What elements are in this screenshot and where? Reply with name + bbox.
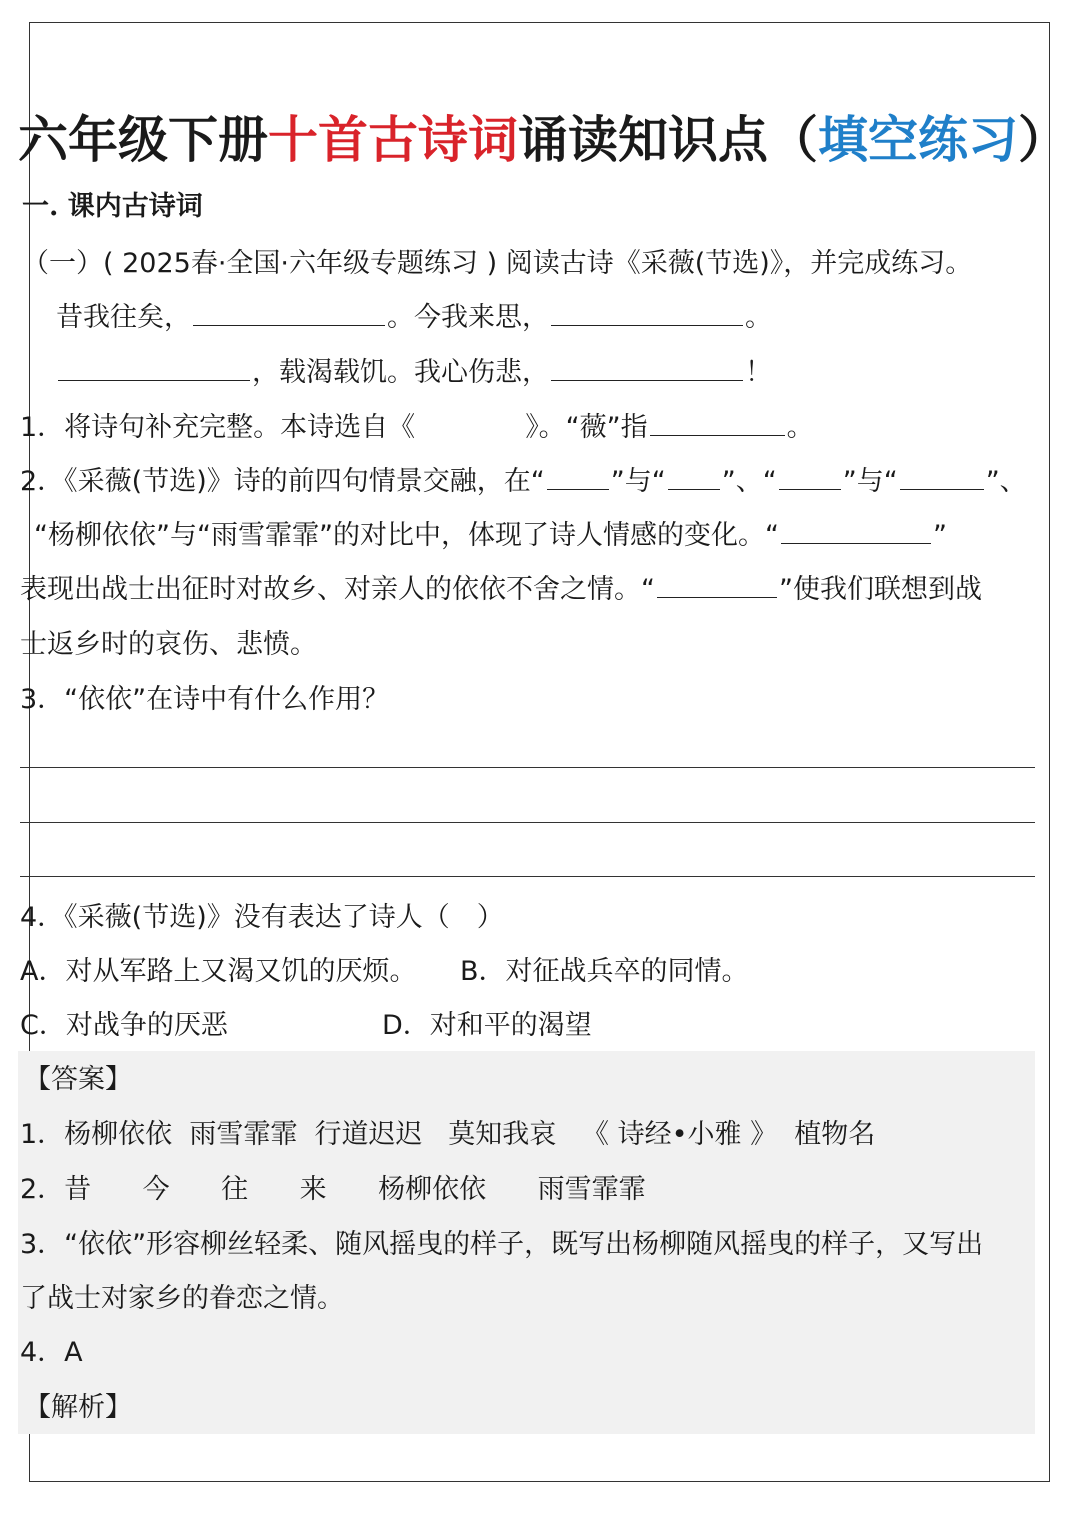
blank-q2-1[interactable] — [547, 465, 609, 490]
question-4: 4．《采薇(节选)》没有表达了诗人（ ） — [20, 902, 504, 933]
question-2-line-1: 2．《采薇(节选)》诗的前四句情景交融，在“ ”与“ ”、“ ”与“ ”、 — [20, 466, 1027, 497]
poem-line-1: 昔我往矣， 。今我来思， 。 — [56, 302, 772, 333]
blank-q2-6[interactable] — [657, 573, 777, 598]
option-b[interactable]: B．对征战兵卒的同情。 — [460, 956, 749, 987]
option-c[interactable]: C．对战争的厌恶 — [20, 1010, 228, 1041]
answer-3-line-2: 了战士对家乡的眷恋之情。 — [20, 1283, 344, 1314]
analysis-label: 【解析】 — [24, 1392, 132, 1423]
blank-4[interactable] — [551, 356, 743, 381]
answer-label: 【答案】 — [24, 1064, 132, 1095]
exercise-intro: （一）( 2025春·全国·六年级专题练习 ) 阅读古诗《采薇(节选)》，并完成练习。 — [22, 248, 973, 279]
answer-line-3[interactable] — [20, 876, 1035, 877]
answer-line-1[interactable] — [20, 767, 1035, 768]
option-d[interactable]: D．对和平的渴望 — [382, 1010, 592, 1041]
question-2-line-3: 表现出战士出征时对故乡、对亲人的依依不舍之情。“ ”使我们联想到战 — [20, 574, 982, 605]
answer-line-2[interactable] — [20, 822, 1035, 823]
option-a[interactable]: A．对从军路上又渴又饥的厌烦。 — [20, 956, 417, 987]
blank-q2-3[interactable] — [779, 465, 841, 490]
answer-3-line-1: 3．“依依”形容柳丝轻柔、随风摇曳的样子，既写出杨柳随风摇曳的样子，又写出 — [20, 1229, 984, 1260]
section-heading: 一. 课内古诗词 — [22, 191, 203, 222]
answer-1: 1．杨柳依依 雨雪霏霏 行道迟迟 莫知我哀 《 诗经•小雅 》 植物名 — [20, 1119, 876, 1150]
poem-line-2: ，载渴载饥。我心伤悲， ！ — [56, 355, 772, 391]
page-title: 六年级下册十首古诗词诵读知识点（填空练习） — [18, 110, 1068, 169]
answer-2: 2．昔 今 往 来 杨柳依依 雨雪霏霏 — [20, 1174, 646, 1205]
blank-2[interactable] — [551, 301, 743, 326]
question-2-line-2: “杨柳依依”与“雨雪霏霏”的对比中，体现了诗人情感的变化。“ ” — [34, 520, 947, 551]
question-1: 1．将诗句补充完整。本诗选自《 》。“薇”指 。 — [20, 412, 814, 443]
blank-1[interactable] — [193, 301, 385, 326]
answer-4: 4．A — [20, 1337, 83, 1368]
blank-q2-5[interactable] — [781, 519, 931, 544]
blank-plant[interactable] — [650, 411, 785, 436]
blank-3[interactable] — [58, 356, 250, 381]
question-3: 3．“依依”在诗中有什么作用？ — [20, 684, 390, 715]
blank-q2-4[interactable] — [900, 465, 984, 490]
question-2-line-4: 士返乡时的哀伤、悲愤。 — [20, 629, 317, 660]
blank-q2-2[interactable] — [668, 465, 720, 490]
